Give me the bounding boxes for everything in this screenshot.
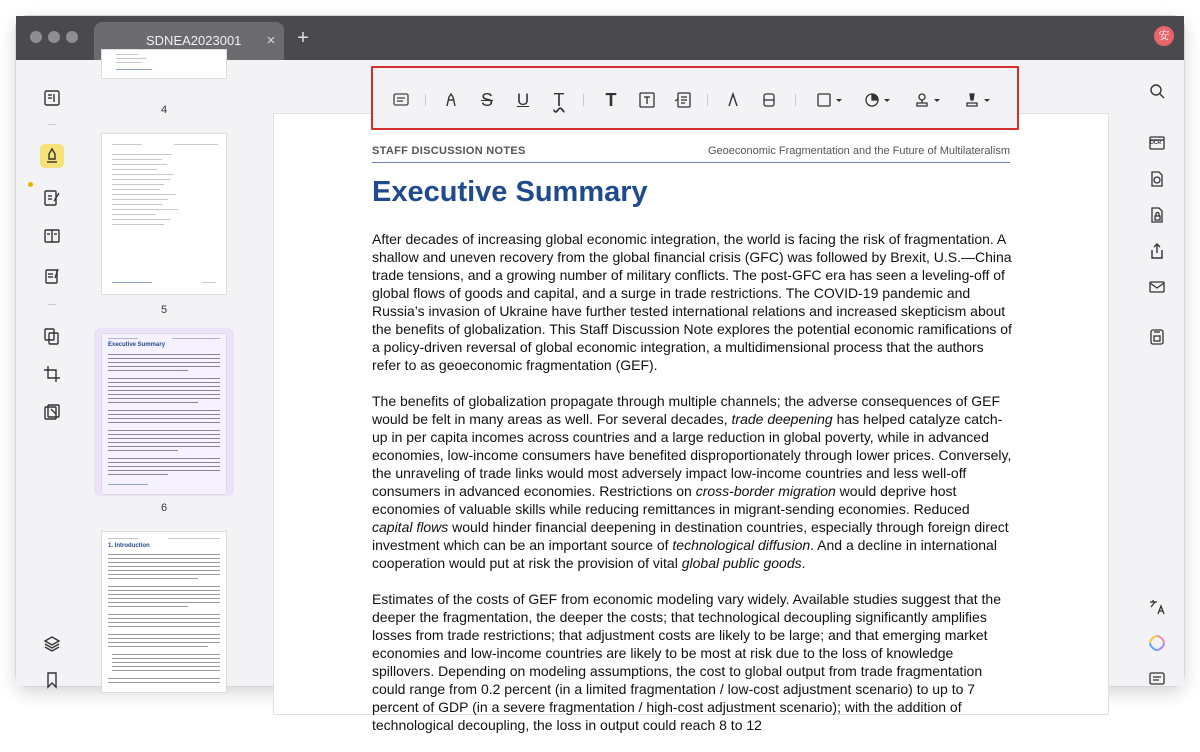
toolbar-divider [583, 94, 584, 106]
toolbar-divider [425, 94, 426, 106]
text-box-icon[interactable] [635, 88, 659, 112]
pencil-icon[interactable] [721, 88, 745, 112]
paragraph: Estimates of the costs of GEF from economic modeling vary widely. Available studies suggest that the deeper the fragmentation, the deeper the costs; that technological decoupling significantly amplifies losses from trade restrictions; that adjustment costs are likely to be large; and that emerging market economies and low-income countries are likely to be most at risk due to the loss of knowledge spillovers. Depending on modeling assumptions, the cost to global output from trade fragmentation could range from 0.2 percent (in a limited fragmentation / low-cost adjustment scenario) to up to 7 percent of GDP (in a severe fragmentation / high-cost adjustment scenario); with the addition of technological decoupling, the loss in output could reach 8 to 12 [372, 591, 1002, 733]
thumbnail-page[interactable] [102, 532, 226, 692]
header-rule [372, 162, 1010, 163]
shape-icon[interactable] [813, 88, 847, 112]
protect-icon[interactable] [1146, 204, 1168, 226]
document-body [372, 230, 1012, 752]
tab-close-icon[interactable]: × [266, 32, 276, 49]
paragraph: The benefits of globalization propagate through multiple channels; the adverse consequences of GEF would be felt in many areas as well. For several decades, trade deepening has helped catalyze catch-up in per capita incomes across countries and a large reduction in global poverty, while in advanced economies, low-income consumers have benefited disproportionately through lower prices. Conversely, the unraveling of trade links would most adversely impact low-income countries and less well-off consumers in advanced economies. Restrictions on cross-border migration would deprive host economies of valuable skills while reducing remittances in migrant-sending economies. Reduced capital flows would hinder financial deepening in destination countries, especially through foreign direct investment which can be an important source of technological diffusion. And a decline in international cooperation would put at risk the provision of vital global public goods. [372, 393, 1012, 571]
reader-icon[interactable] [40, 86, 64, 110]
ocr-label: OCR [1150, 140, 1162, 146]
highlighter-icon[interactable] [40, 144, 64, 168]
text-icon[interactable]: T [605, 89, 617, 110]
thumbnail-page[interactable] [102, 50, 226, 78]
close-window-button[interactable] [30, 31, 42, 43]
comments-icon[interactable] [1146, 668, 1168, 690]
pdf-page[interactable] [274, 114, 1108, 733]
bookmark-icon[interactable] [40, 668, 64, 692]
page-layout-icon[interactable] [40, 224, 64, 248]
strikethrough-icon[interactable]: S [480, 89, 493, 110]
signature-icon[interactable] [961, 88, 995, 112]
save-icon[interactable] [1146, 326, 1168, 348]
edit-pdf-icon[interactable] [40, 186, 64, 210]
thumbnail-page-selected[interactable] [102, 334, 226, 494]
ocr-icon[interactable] [1146, 132, 1168, 154]
sidebar-divider [48, 124, 56, 125]
squiggly-underline-icon[interactable]: T [553, 89, 565, 110]
sticker-icon[interactable] [861, 88, 895, 112]
sidebar-divider [48, 304, 56, 305]
underline-icon[interactable]: U [516, 90, 530, 109]
running-header-left: STAFF DISCUSSION NOTES [372, 145, 526, 157]
document-viewer [258, 60, 1126, 733]
zoom-window-button[interactable] [66, 31, 78, 43]
thumbnail-heading: Executive Summary [108, 342, 166, 348]
stamp-icon[interactable] [911, 88, 945, 112]
share-icon[interactable] [1146, 240, 1168, 262]
compress-icon[interactable] [40, 400, 64, 424]
avatar[interactable]: 安 [1154, 26, 1174, 46]
highlight-icon[interactable] [439, 88, 463, 112]
text-callout-icon[interactable] [671, 88, 695, 112]
translate-icon[interactable] [1146, 596, 1168, 618]
ai-assistant-icon[interactable] [1146, 632, 1168, 654]
convert-icon[interactable] [1146, 168, 1168, 190]
minimize-window-button[interactable] [48, 31, 60, 43]
running-header-right: Geoeconomic Fragmentation and the Future of Multilateralism [707, 145, 1010, 157]
toolbar-divider [795, 94, 796, 106]
app-window [16, 16, 1184, 733]
thumbnail-page[interactable] [102, 134, 226, 294]
annotation-toolbar [371, 66, 1019, 130]
new-tab-button[interactable]: + [297, 27, 309, 49]
page-heading: Executive Summary [372, 176, 648, 208]
organize-pages-icon[interactable] [40, 324, 64, 348]
crop-icon[interactable] [40, 362, 64, 386]
form-icon[interactable] [40, 264, 64, 288]
right-sidebar [1126, 60, 1184, 686]
thumbnail-page-number: 4 [160, 104, 168, 116]
thumbnail-page-number: 5 [160, 304, 168, 316]
thumbnail-page-number: 6 [160, 502, 168, 514]
left-sidebar [16, 60, 90, 686]
layers-icon[interactable] [40, 632, 64, 656]
email-icon[interactable] [1146, 276, 1168, 298]
active-indicator [28, 182, 33, 187]
eraser-icon[interactable] [757, 88, 781, 112]
comment-note-icon[interactable] [389, 88, 413, 112]
search-icon[interactable] [1146, 80, 1168, 102]
tab-title: SDNEA2023001 [146, 33, 242, 48]
thumbnail-panel [90, 60, 258, 686]
paragraph: After decades of increasing global economic integration, the world is facing the risk of fragmentation. A shallow and uneven recovery from the global financial crisis (GFC) was followed by Brexit, U.S.—China trade tensions, and a growing number of military conflicts. The post-GFC era has seen a leveling-off of global flows of goods and capital, and a surge in trade restrictions. The COVID-19 pandemic and Russia’s invasion of Ukraine have further tested international relations and increased skepticism about the benefits of globalization. This Staff Discussion Note explores the potential economic ramifications of a policy-driven reversal of global economic integration, a multidimensional process that the authors refer to as geoeconomic fragmentation (GEF). [372, 231, 1012, 373]
thumbnail-heading: 1. Introduction [108, 543, 150, 549]
toolbar-divider [707, 94, 708, 106]
